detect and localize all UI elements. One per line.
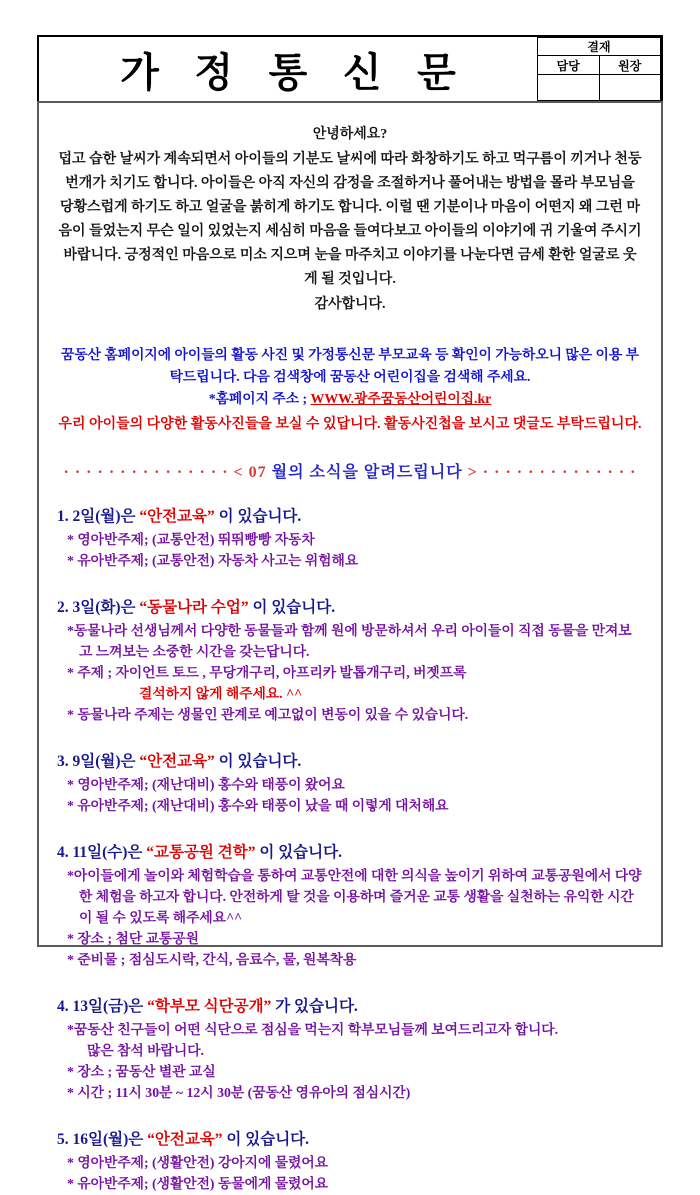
news-item-quoted: “안전교육” — [139, 508, 215, 526]
news-detail-line: *동물나라 선생님께서 다양한 동물들과 함께 원에 방문하셔서 우리 아이들이 직접 동물을 만져보고 느껴보는 소중한 시간을 갖는답니다. — [67, 623, 632, 660]
news-item — [57, 1127, 643, 1195]
homepage-notice-text: 꿈동산 홈페이지에 아이들의 활동 사진 및 가정통신문 부모교육 등 확인이 가능하오니 많은 이용 부탁드립니다. 다음 검색창에 꿈동산 어린이집을 검색해 주세요. — [61, 346, 639, 384]
news-item-heading — [57, 749, 643, 771]
month-news-divider — [55, 459, 645, 482]
news-item-prefix: 2. 3일(화)은 — [57, 599, 140, 617]
news-item-suffix: 가 있습니다. — [271, 997, 358, 1015]
news-detail-line: * 영아반주제; (교통안전) 뛰뛰빵빵 자동차 — [67, 532, 315, 548]
news-detail-line: 결석하지 않게 해주세요. ^^ — [139, 686, 303, 702]
homepage-address-line — [55, 388, 645, 410]
news-item-prefix: 4. 11일(수)은 — [57, 844, 147, 862]
news-item — [57, 840, 643, 971]
news-item-prefix: 3. 9일(월)은 — [57, 753, 140, 771]
photo-album-notice: 우리 아이들의 다양한 활동사진들을 보실 수 있답니다. 활동사진첩을 보시고 댓글도 부탁드립니다. — [58, 416, 642, 432]
news-item-suffix: 이 있습니다. — [222, 1130, 310, 1148]
news-detail-line: * 영아반주제; (재난대비) 홍수와 태풍이 왔어요 — [67, 777, 345, 793]
news-item-prefix: 5. 16일(월)은 — [57, 1130, 148, 1148]
news-detail-line: * 동물나라 주제는 생물인 관계로 예고없이 변동이 있을 수 있습니다. — [67, 707, 469, 723]
news-item-heading — [57, 994, 643, 1016]
news-item — [57, 504, 643, 572]
news-detail-line: * 유아반주제; (재난대비) 홍수와 태풍이 났을 때 이렇게 대처해요 — [67, 798, 449, 814]
news-item-suffix: 이 있습니다. — [248, 599, 336, 617]
news-detail-line: * 준비물 ; 점심도시락, 간식, 음료수, 물, 원복착용 — [67, 951, 357, 967]
news-item-details — [57, 866, 643, 971]
title-area — [39, 37, 537, 101]
news-item-quoted: “학부모 식단공개” — [147, 997, 272, 1015]
news-detail-line: * 주제 ; 자이언트 토드 , 무당개구리, 아프리카 발톱개구리, 버젯프록 — [67, 665, 467, 681]
greeting-body: 덥고 습한 날씨가 계속되면서 아이들의 기분도 날씨에 따라 화창하기도 하고 먹구름이 끼거나 천둥 번개가 치기도 합니다. 아이들은 아직 자신의 감정을 조절하거나 풀어내는 방법을 몰라 부모님을 당황스럽게 하기도 하고 얼굴을 붉히게 하기도 합니다. 이럴 땐 기분이나 마음이 어떤지 왜 그런 마음이 들었는지 무슨 일이 있었는지 세심히 마음을 들여다보고 아이들의 이야기에 귀 기울여 주시기 바랍니다. 긍정적인 마음으로 미소 지으며 눈을 마주치고 이야기를 나눈다면 금세 환한 얼굴로 웃게 될 것입니다. — [58, 152, 642, 288]
divider-dots-left: · · · · · · · · · · · · · · · < 07 — [63, 464, 272, 482]
news-detail-line: * 장소 ; 첨단 교통공원 — [67, 930, 199, 946]
greeting — [55, 123, 645, 317]
news-detail-line: *아이들에게 놀이와 체험학습을 통하여 교통안전에 대한 의식을 높이기 위하여 교통공원에서 다양한 체험을 하고자 합니다. 안전하게 탈 것을 이용하며 즐거운 교통 생활을 실천하는 유익한 시간이 될 수 있도록 해주세요^^ — [67, 868, 642, 925]
news-item — [57, 749, 643, 817]
divider-title: 월의 소식을 알려드립니다 — [271, 464, 463, 482]
header — [37, 35, 663, 103]
news-detail-line: * 영아반주제; (생활안전) 강아지에 물렸어요 — [67, 1154, 329, 1170]
homepage-address-label: *홈페이지 주소 ; — [208, 391, 311, 407]
news-item-quoted: “동물나라 수업” — [139, 599, 249, 617]
news-item-suffix: 이 있습니다. — [214, 508, 302, 526]
greeting-salutation: 안녕하세요? — [312, 127, 388, 142]
news-item-heading — [57, 504, 643, 526]
news-detail-line: 많은 참석 바랍니다. — [87, 1042, 204, 1058]
news-item-suffix: 이 있습니다. — [255, 844, 342, 862]
approval-table — [537, 37, 661, 101]
page-title: 가 정 통 신 문 — [120, 49, 469, 95]
divider-dots-right: > · · · · · · · · · · · · · · — [462, 464, 637, 482]
news-item-details — [57, 775, 643, 817]
homepage-notice — [55, 344, 645, 437]
news-detail-line: * 유아반주제; (생활안전) 동물에게 물렸어요 — [67, 1175, 329, 1191]
content — [37, 101, 663, 1191]
news-item-heading — [57, 595, 643, 617]
news-item-quoted: “교통공원 견학” — [146, 844, 256, 862]
news-item-heading — [57, 1127, 643, 1149]
greeting-closing: 감사합니다. — [314, 296, 386, 312]
homepage-url: WWW.광주꿈동산어린이집.kr — [310, 391, 492, 407]
news-item-quoted: “안전교육” — [147, 1130, 223, 1148]
news-item-details — [57, 530, 643, 572]
approval-col-wonjang: 원장 — [599, 56, 661, 75]
news-item-suffix: 이 있습니다. — [214, 753, 302, 771]
news-detail-line: * 시간 ; 11시 30분 ~ 12시 30분 (꿈동산 영유아의 점심시간) — [67, 1084, 411, 1100]
news-detail-line: * 유아반주제; (교통안전) 자동차 사고는 위험해요 — [67, 553, 359, 569]
news-item-details — [57, 1020, 643, 1104]
news-item-prefix: 4. 13일(금)은 — [57, 997, 148, 1015]
news-list — [55, 504, 645, 1194]
approval-title: 결재 — [538, 38, 661, 56]
news-item — [57, 595, 643, 726]
news-item-heading — [57, 840, 643, 862]
news-item-quoted: “안전교육” — [139, 753, 215, 771]
approval-sign-cell — [599, 75, 661, 101]
news-item — [57, 994, 643, 1104]
news-item-prefix: 1. 2일(월)은 — [57, 508, 140, 526]
approval-sign-cell — [538, 75, 600, 101]
news-item-details — [57, 1153, 643, 1195]
news-detail-line: *꿈동산 친구들이 어떤 식단으로 점심을 먹는지 학부모님들께 보여드리고자 합니다. — [67, 1021, 559, 1037]
approval-col-damdang: 담당 — [538, 56, 600, 75]
news-item-details — [57, 621, 643, 726]
news-detail-line: * 장소 ; 꿈동산 별관 교실 — [67, 1063, 216, 1079]
